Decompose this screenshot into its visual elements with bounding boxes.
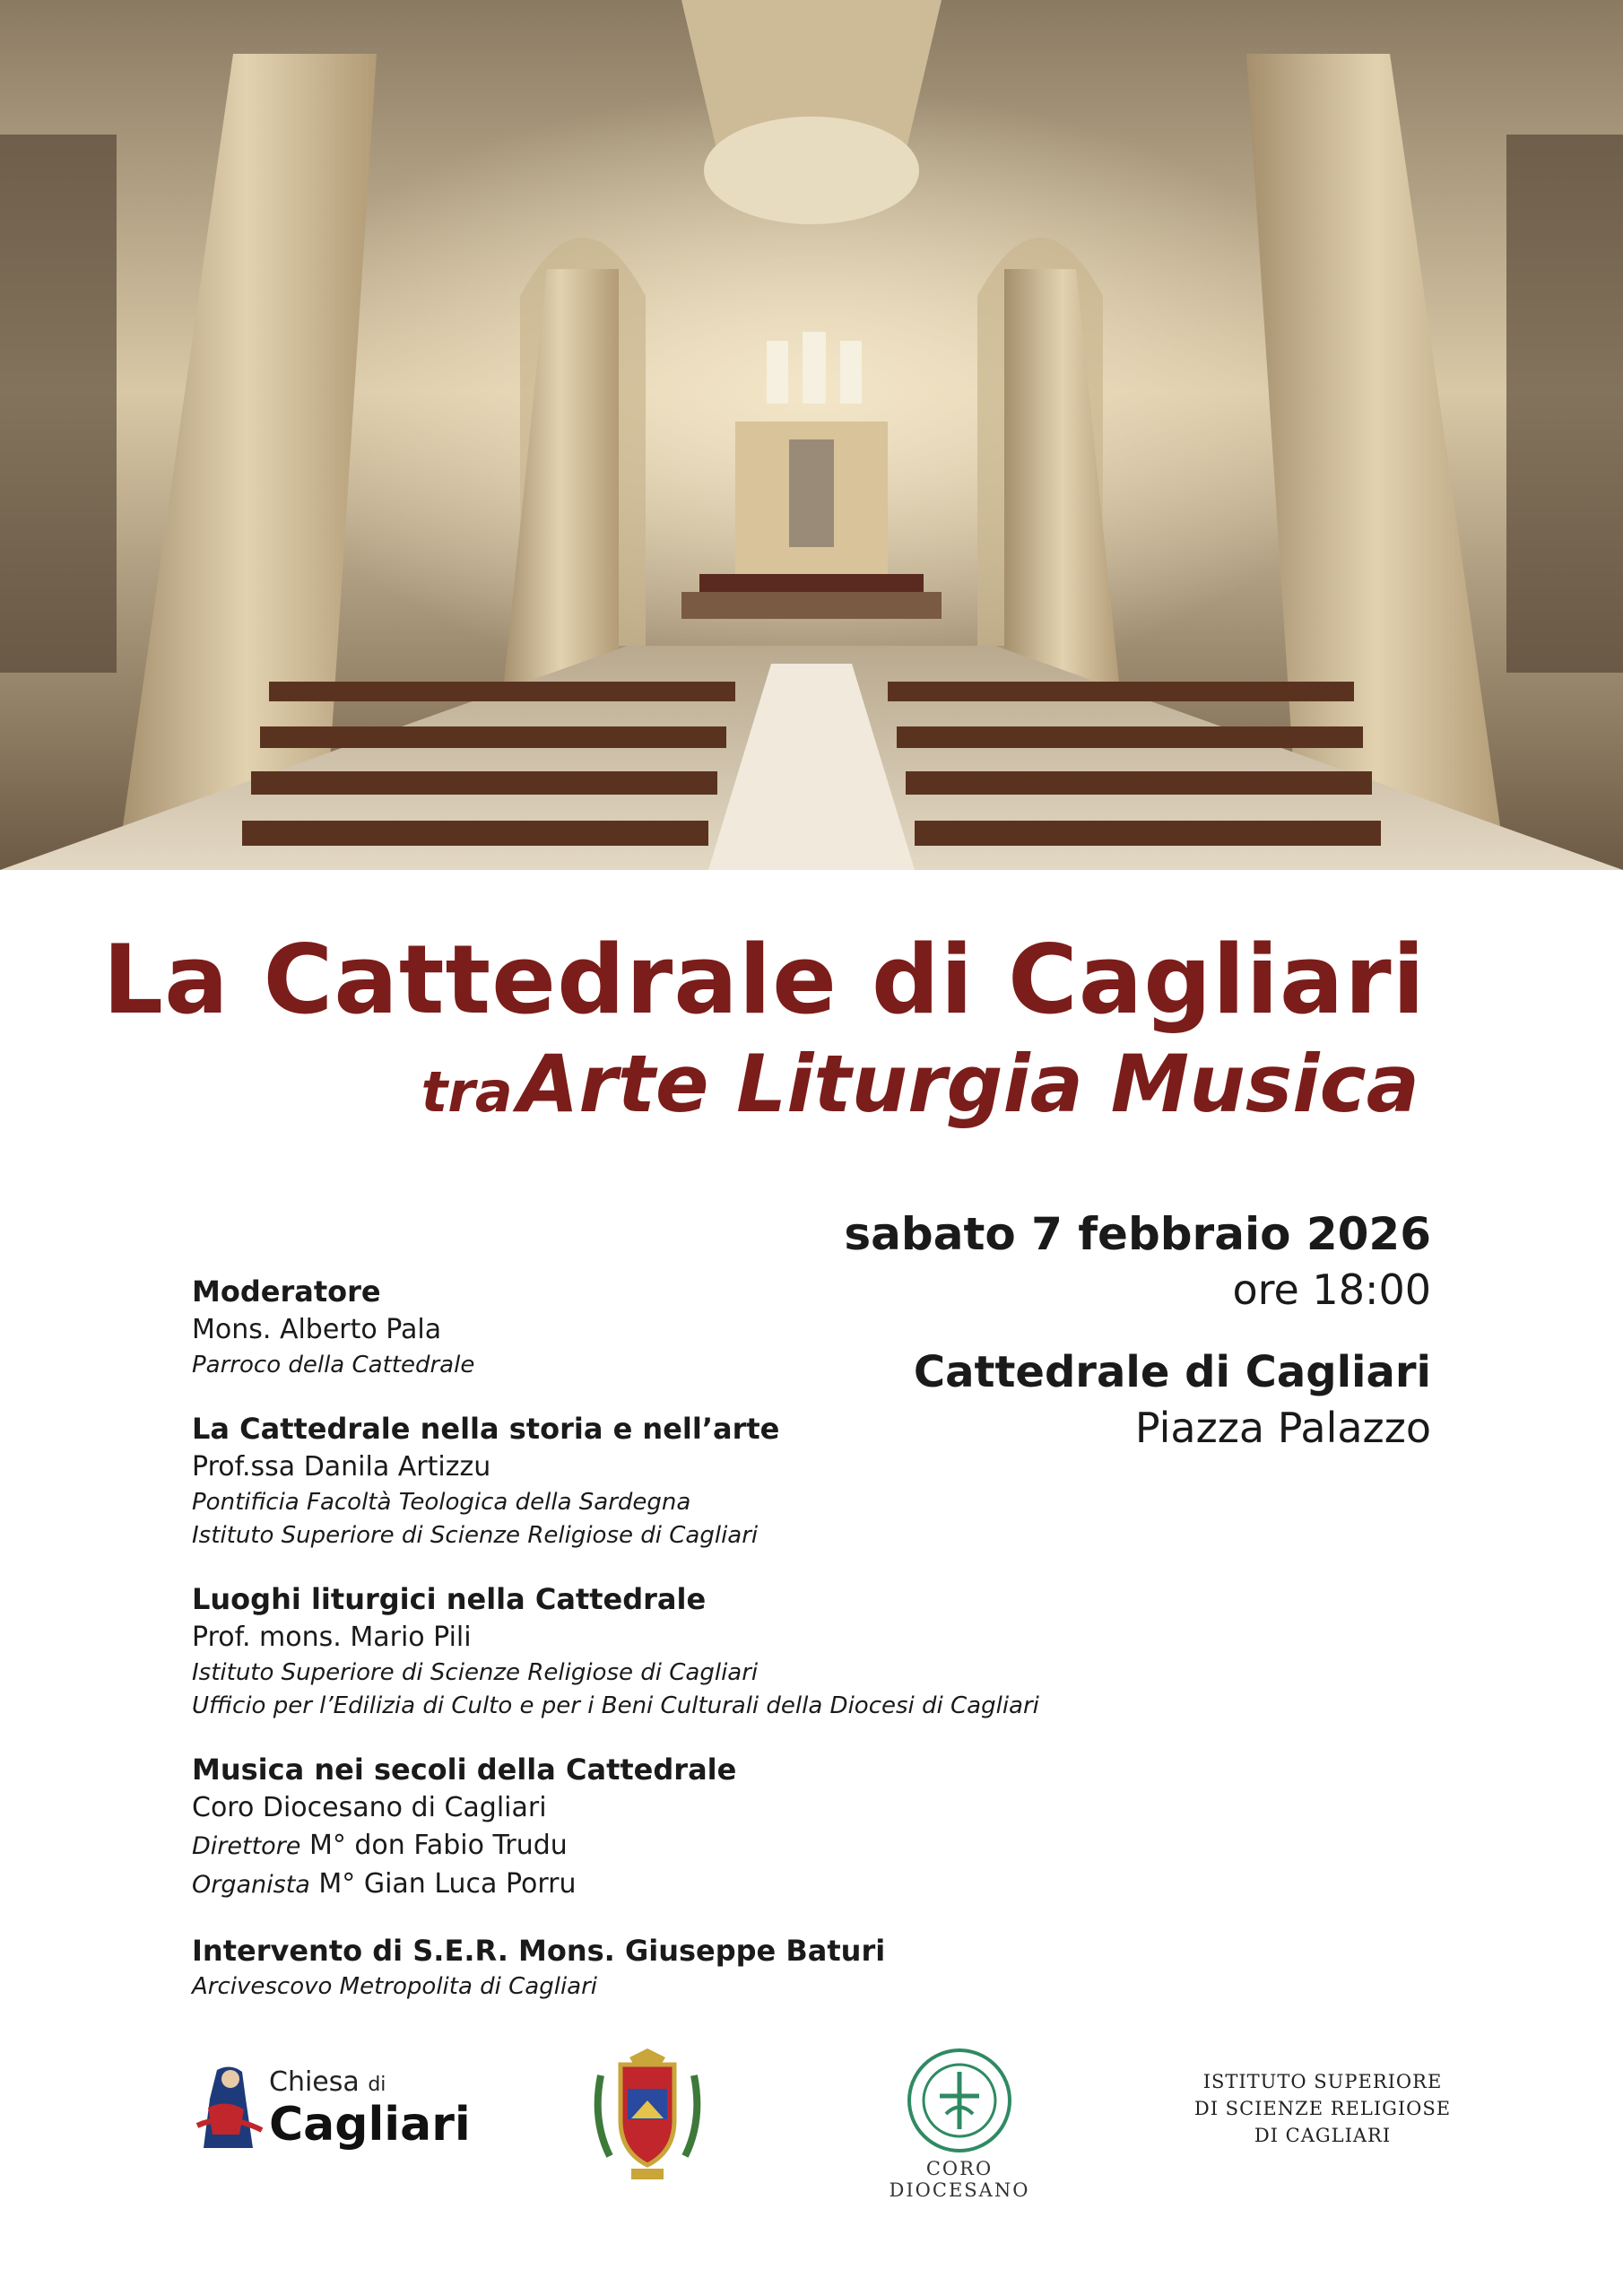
sponsor-logos — [0, 2036, 1623, 2201]
diocese-crest-logo — [592, 2048, 703, 2183]
speaker-name: Prof. mons. Mario Pili — [192, 1622, 472, 1653]
subtitle-themes: Arte Liturgia Musica — [517, 1038, 1419, 1130]
program-list — [192, 1272, 1089, 2031]
organist-name: M° Gian Luca Porru — [318, 1868, 577, 1900]
program-heading: Moderatore — [192, 1274, 381, 1309]
program-item-moderator — [192, 1272, 1089, 1382]
liturgical-seal-icon — [906, 2047, 1013, 2154]
program-heading: Intervento di S.E.R. Mons. Giuseppe Baturi — [192, 1934, 886, 1968]
program-heading: Luoghi liturgici nella Cattedrale — [192, 1582, 707, 1616]
speaker-affiliation: Istituto Superiore di Scienze Religiose di Cagliari — [192, 1659, 759, 1686]
program-item-history — [192, 1409, 1089, 1552]
chiesa-cagliari-word: Cagliari — [269, 2098, 471, 2152]
event-place: Piazza Palazzo — [1134, 1404, 1431, 1452]
issr-line-3: DI CAGLIARI — [1254, 2125, 1392, 2146]
organist-role: Organista — [192, 1871, 310, 1899]
speaker-affiliation: Ufficio per l’Edilizia di Culto e per i Beni Culturali della Diocesi di Cagliari — [192, 1692, 1039, 1719]
coat-of-arms-icon — [592, 2048, 703, 2183]
coro-diocesano-caption: CORO DIOCESANO — [889, 2158, 1030, 2201]
cathedral-photo — [0, 0, 1623, 870]
event-subtitle — [0, 1038, 1419, 1130]
speaker-affiliation: Pontificia Facoltà Teologica della Sardegna — [192, 1489, 691, 1516]
event-time: ore 18:00 — [1232, 1265, 1431, 1314]
speaker-affiliation: Istituto Superiore di Scienze Religiose di Cagliari — [192, 1522, 759, 1549]
event-venue: Cattedrale di Cagliari — [913, 1347, 1431, 1397]
director-role: Direttore — [192, 1832, 301, 1860]
coro-diocesano-logo — [861, 2047, 1058, 2201]
chiesa-cagliari-logo — [190, 2063, 471, 2152]
issr-line-2: DI SCIENZE RELIGIOSE — [1193, 2098, 1452, 2119]
subtitle-tra: tra — [421, 1059, 513, 1125]
program-item-closing — [192, 1931, 1089, 2004]
chiesa-di: di — [368, 2074, 386, 2096]
issr-line-1: ISTITUTO SUPERIORE — [1202, 2071, 1443, 2092]
choir-name: Coro Diocesano di Cagliari — [192, 1792, 547, 1823]
saint-figure-icon — [190, 2063, 271, 2152]
program-item-music — [192, 1750, 1089, 1904]
director-name: M° don Fabio Trudu — [308, 1830, 568, 1861]
speaker-affiliation: Arcivescovo Metropolita di Cagliari — [192, 1973, 598, 2000]
program-heading: Musica nei secoli della Cattedrale — [192, 1752, 737, 1787]
speaker-name: Prof.ssa Danila Artizzu — [192, 1451, 491, 1483]
director-line — [192, 1827, 1089, 1866]
chiesa-word: Chiesa — [269, 2066, 360, 2098]
speaker-affiliation: Parroco della Cattedrale — [192, 1352, 475, 1378]
speaker-name: Mons. Alberto Pala — [192, 1314, 442, 1345]
event-title: La Cattedrale di Cagliari — [102, 925, 1426, 1035]
program-heading: La Cattedrale nella storia e nell’arte — [192, 1412, 780, 1446]
issr-logo — [1193, 2068, 1453, 2149]
event-date: sabato 7 febbraio 2026 — [844, 1208, 1431, 1260]
program-item-liturgy — [192, 1579, 1089, 1723]
organist-line — [192, 1866, 1089, 1904]
